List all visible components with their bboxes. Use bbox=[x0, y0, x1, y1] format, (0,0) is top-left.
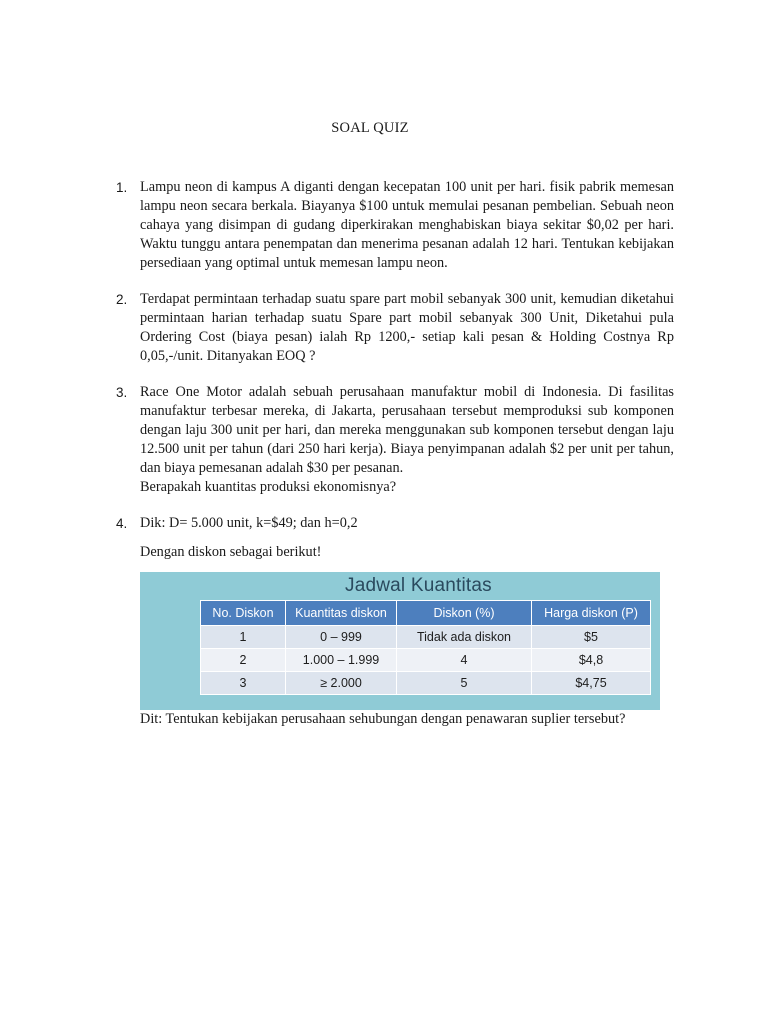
discount-table bbox=[200, 600, 651, 695]
table-cell: 2 bbox=[201, 649, 286, 672]
question-number: 2. bbox=[116, 292, 128, 307]
question-text: Terdapat permintaan terhadap suatu spare part mobil sebanyak 300 unit, kemudian diketahui permintaan harian terhadap suatu Spare part mobil sebanyak 300 Unit, Diketahui pula Ordering Cost (biaya pesan) ialah Rp 1200,- setiap kali pesan & Holding Costnya Rp 0,05,-/unit. Ditanyakan EOQ ? bbox=[140, 291, 674, 364]
question-text: Dik: D= 5.000 unit, k=$49; dan h=0,2 bbox=[140, 515, 358, 531]
table-cell: $4,8 bbox=[532, 649, 651, 672]
table-cell: 1 bbox=[201, 626, 286, 649]
question-3 bbox=[112, 383, 674, 497]
table-cell: 4 bbox=[397, 649, 532, 672]
table-cell: 1.000 – 1.999 bbox=[286, 649, 397, 672]
page-title: SOAL QUIZ bbox=[331, 120, 409, 136]
question-2 bbox=[112, 290, 674, 366]
question-text: Lampu neon di kampus A diganti dengan kecepatan 100 unit per hari. fisik pabrik memesan lampu neon secara berkala. Biayanya $100 untuk memulai pesanan pembelian. Sebuah neon cahaya yang disimpan di gudang diperkirakan menghabiskan biaya sekitar $0,02 per hari. Waktu tunggu antara penempatan dan menerima pesanan adalah 12 hari. Tentukan kebijakan persediaan yang optimal untuk memesan lampu neon. bbox=[140, 179, 674, 271]
table-cell: $4,75 bbox=[532, 672, 651, 695]
column-header: Kuantitas diskon bbox=[286, 601, 397, 626]
question-number: 3. bbox=[116, 385, 128, 400]
column-header: Diskon (%) bbox=[397, 601, 532, 626]
question-prompt: Dit: Tentukan kebijakan perusahaan sehubungan dengan penawaran suplier tersebut? bbox=[140, 711, 626, 727]
question-intro: Dengan diskon sebagai berikut! bbox=[140, 544, 322, 560]
table-cell: 3 bbox=[201, 672, 286, 695]
question-followup: Berapakah kuantitas produksi ekonomisnya? bbox=[140, 479, 397, 495]
table-header-row bbox=[201, 601, 651, 626]
question-number: 4. bbox=[116, 516, 128, 531]
table-row bbox=[201, 626, 651, 649]
table-title: Jadwal Kuantitas bbox=[345, 575, 492, 596]
table-row bbox=[201, 649, 651, 672]
table-cell: ≥ 2.000 bbox=[286, 672, 397, 695]
question-list bbox=[112, 178, 674, 729]
table-row bbox=[201, 672, 651, 695]
discount-table-image bbox=[140, 572, 660, 710]
column-header: No. Diskon bbox=[201, 601, 286, 626]
question-text: Race One Motor adalah sebuah perusahaan manufaktur mobil di Indonesia. Di fasilitas manufaktur terbesar mereka, di Jakarta, perusahaan tersebut memproduksi sub komponen dengan laju 300 unit per hari, dan mereka menggunakan sub komponen tersebut dengan laju 12.500 unit per tahun (dari 250 hari kerja). Biaya penyimpanan adalah $2 per unit per tahun, dan biaya pemesanan adalah $30 per pesanan. bbox=[140, 384, 674, 476]
table-cell: $5 bbox=[532, 626, 651, 649]
table-cell: 0 – 999 bbox=[286, 626, 397, 649]
question-4 bbox=[112, 514, 674, 729]
table-cell: 5 bbox=[397, 672, 532, 695]
question-number: 1. bbox=[116, 180, 128, 195]
question-1 bbox=[112, 178, 674, 273]
table-cell: Tidak ada diskon bbox=[397, 626, 532, 649]
column-header: Harga diskon (P) bbox=[532, 601, 651, 626]
